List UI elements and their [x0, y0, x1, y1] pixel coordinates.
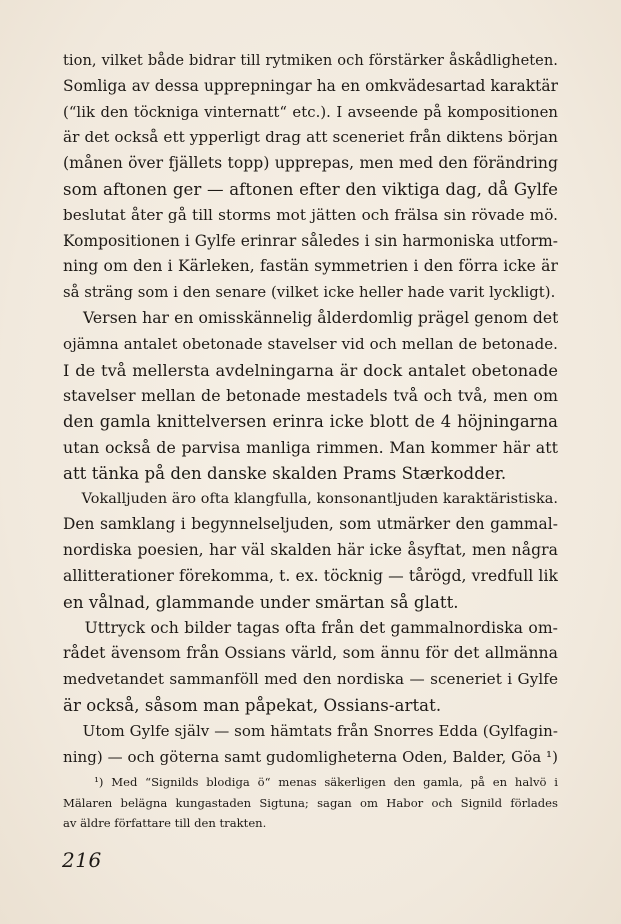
text-line-15: den gamla knittelversen erinra icke blott de 4 höjningarna — [63, 412, 558, 432]
text-line-9: ning om den i Kärleken, fastän symmetrien i den förra icke är — [63, 257, 558, 276]
text-line-27: Utom Gylfe själv — som hämtats från Snorres Edda (Gylfagin- — [63, 721, 558, 740]
text-line-3: (“lik den töckniga vinternatt“ etc.). I avseende på kompositionen — [63, 103, 558, 121]
text-line-4: är det också ett ypperligt drag att sceneriet från diktens början — [63, 128, 558, 147]
footnotes — [63, 772, 558, 834]
text-line-19: Den samklang i begynnelseljuden, som utmärker den gammal- — [63, 515, 558, 534]
text-line-12: ojämna antalet obetonade stavelser vid och mellan de betonade. — [63, 334, 558, 353]
text-line-11: Versen har en omisskännelig ålderdomlig prägel genom det — [63, 308, 558, 327]
text-line-5: (månen över fjällets topp) upprepas, men med den förändring — [63, 154, 558, 173]
footnote-line-3: av äldre författare till den trakten. — [63, 816, 267, 830]
text-line-16: utan också de parvisa manliga rimmen. Man kommer här att — [63, 437, 558, 457]
text-line-21: allitterationer förekomma, t. ex. töcknig — tårögd, vredfull lik — [63, 566, 558, 585]
footnote-line-2: Mälaren belägna kungastaden Sigtuna; sagan om Habor och Signild förlades — [63, 795, 558, 810]
text-line-22: en vålnad, glammande under smärtan så glatt. — [63, 592, 459, 612]
page-number: 216 — [62, 848, 102, 872]
text-line-13: I de två mellersta avdelningarna är dock antalet obetonade — [63, 360, 558, 380]
text-line-14: stavelser mellan de betonade mestadels två och två, men om — [63, 386, 558, 406]
text-line-1: tion, vilket både bidrar till rytmiken och förstärker åskådligheten. — [63, 52, 558, 69]
text-line-26: är också, såsom man påpekat, Ossians-artat. — [63, 695, 442, 715]
text-line-10: så sträng som i den senare (vilket icke heller hade varit lyckligt). — [63, 284, 556, 302]
text-line-2: Somliga av dessa upprepningar ha en omkvädesartad karaktär — [63, 76, 558, 95]
text-line-23: Uttryck och bilder tagas ofta från det gammalnordiska om- — [63, 618, 558, 637]
text-line-7: beslutat åter gå till storms mot jätten och frälsa sin rövade mö. — [63, 205, 558, 224]
body-text — [63, 48, 558, 770]
text-line-28: ning) — och göterna samt gudomligheterna Oden, Balder, Göa ¹) — [63, 747, 558, 766]
text-line-20: nordiska poesien, har väl skalden här icke åsyftat, men några — [63, 541, 558, 560]
text-line-17: att tänka på den danske skalden Prams Stærkodder. — [63, 463, 507, 483]
text-line-24: rådet ävensom från Ossians värld, som ännu för det allmänna — [63, 644, 558, 663]
text-line-8: Kompositionen i Gylfe erinrar således i sin harmoniska utform- — [63, 231, 558, 250]
text-line-18: Vokalljuden äro ofta klangfulla, konsonantljuden karaktäristiska. — [63, 490, 558, 507]
text-line-25: medvetandet sammanföll med den nordiska — sceneriet i Gylfe — [63, 670, 558, 689]
footnote-line-1: ¹) Med “Signilds blodiga ö“ menas säkerligen den gamla, på en halvö i — [63, 775, 558, 789]
text-line-6: som aftonen ger — aftonen efter den viktiga dag, då Gylfe — [63, 179, 558, 199]
